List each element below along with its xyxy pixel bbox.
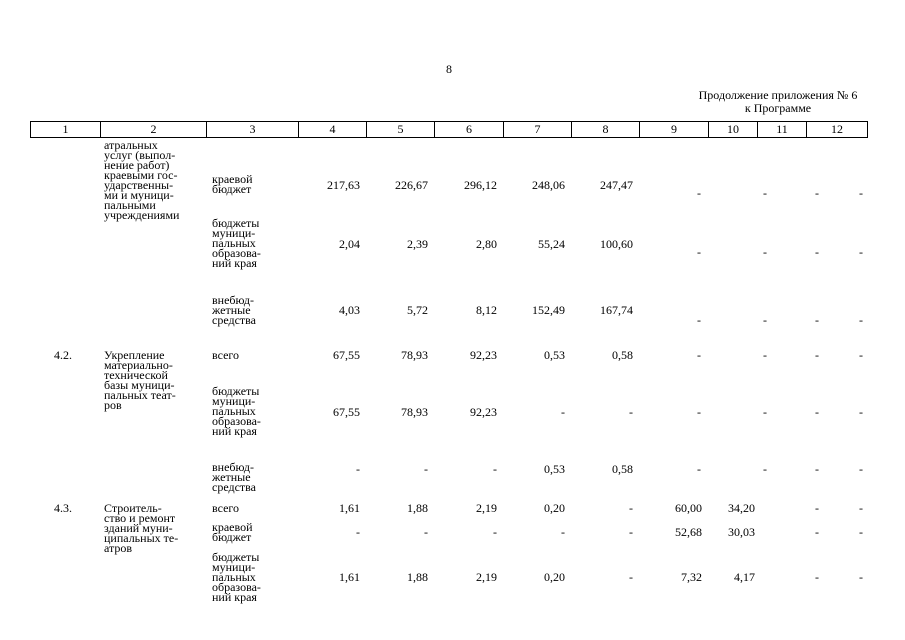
row42-fund-2-v5: - bbox=[424, 462, 428, 476]
row43-fund-1-c10: 30,03 bbox=[728, 525, 755, 539]
row0-fund-2-c11: - bbox=[815, 313, 819, 327]
row43-fund-0-c9: 60,00 bbox=[675, 501, 702, 515]
row0-fund-1-c11: - bbox=[815, 245, 819, 259]
row43-fund-1-c9: 52,68 bbox=[675, 525, 702, 539]
row42-fund-0-c9: - bbox=[697, 348, 701, 362]
header-col-8: 8 bbox=[571, 122, 639, 137]
row0-fund-0-v7: 248,06 bbox=[532, 178, 565, 192]
row43-fund-1-v5: - bbox=[424, 525, 428, 539]
row0-fund-1-c9: - bbox=[697, 245, 701, 259]
header-col-6: 6 bbox=[434, 122, 503, 137]
row43-fund-1-c12: - bbox=[859, 525, 863, 539]
row42-fund-0-v4: 67,55 bbox=[333, 348, 360, 362]
row43-fund-0-v7: 0,20 bbox=[544, 501, 565, 515]
row43-fund-1-v6: - bbox=[493, 525, 497, 539]
row42-fund-0-label: всего bbox=[212, 348, 240, 362]
row0-fund-1-label: бюджеты муници- пальных образова- ний края bbox=[212, 216, 261, 270]
row43-fund-1-label: краевой бюджет bbox=[212, 520, 253, 544]
header-col-3: 3 bbox=[206, 122, 298, 137]
row42-fund-2-c10: - bbox=[763, 462, 767, 476]
row43-name: Строитель- ство и ремонт зданий муни- ципальных те- атров bbox=[104, 501, 179, 555]
row0-fund-0-label: краевой бюджет bbox=[212, 172, 253, 196]
row43-fund-2-v8: - bbox=[629, 570, 633, 584]
row42-fund-1-v4: 67,55 bbox=[333, 405, 360, 419]
row42-fund-2-v7: 0,53 bbox=[544, 462, 565, 476]
row0-fund-2-v4: 4,03 bbox=[339, 303, 360, 317]
header-col-12: 12 bbox=[806, 122, 867, 137]
row42-fund-1-label: бюджеты муници- пальных образова- ний края bbox=[212, 384, 261, 438]
row0-fund-0-c12: - bbox=[859, 186, 863, 200]
row43-fund-2-c11: - bbox=[815, 570, 819, 584]
row42-fund-1-c12: - bbox=[859, 405, 863, 419]
row42-fund-2-v8: 0,58 bbox=[612, 462, 633, 476]
row0-fund-2-v6: 8,12 bbox=[476, 303, 497, 317]
appendix-line-2: к Программе bbox=[744, 101, 812, 115]
row43-fund-0-v8: - bbox=[629, 501, 633, 515]
row42-fund-0-c10: - bbox=[763, 348, 767, 362]
row42-fund-2-v4: - bbox=[356, 462, 360, 476]
header-col-2: 2 bbox=[100, 122, 206, 137]
row43-fund-0-c12: - bbox=[859, 501, 863, 515]
row0-fund-2-v8: 167,74 bbox=[600, 303, 633, 317]
row43-fund-2-c12: - bbox=[859, 570, 863, 584]
row42-fund-2-c11: - bbox=[815, 462, 819, 476]
row42-fund-0-v5: 78,93 bbox=[401, 348, 428, 362]
row0-fund-1-c12: - bbox=[859, 245, 863, 259]
row43-fund-1-v7: - bbox=[561, 525, 565, 539]
row43-fund-2-c9: 7,32 bbox=[681, 570, 702, 584]
row0-fund-0-v4: 217,63 bbox=[327, 178, 360, 192]
row0-fund-1-v7: 55,24 bbox=[538, 237, 565, 251]
row42-name: Укрепление материально- технической базы муници- пальных теат- ров bbox=[104, 348, 176, 412]
row0-fund-2-label: внебюд- жетные средства bbox=[212, 293, 257, 327]
header-col-11: 11 bbox=[757, 122, 806, 137]
row42-fund-1-c10: - bbox=[763, 405, 767, 419]
row42-fund-2-label: внебюд- жетные средства bbox=[212, 460, 257, 494]
appendix-note bbox=[690, 89, 866, 115]
row0-fund-1-v8: 100,60 bbox=[600, 237, 633, 251]
row43-fund-2-v7: 0,20 bbox=[544, 570, 565, 584]
row42-fund-2-c12: - bbox=[859, 462, 863, 476]
row0-fund-2-v5: 5,72 bbox=[407, 303, 428, 317]
row0-fund-0-v8: 247,47 bbox=[600, 178, 633, 192]
row43-fund-1-v4: - bbox=[356, 525, 360, 539]
row0-name: атральных услуг (выпол- нение работ) краевыми гос- ударственны- ми и муници- пальными учреждениями bbox=[104, 138, 180, 222]
row42-fund-1-v5: 78,93 bbox=[401, 405, 428, 419]
table-header bbox=[30, 121, 868, 138]
row42-fund-1-v6: 92,23 bbox=[470, 405, 497, 419]
row43-fund-1-v8: - bbox=[629, 525, 633, 539]
row0-fund-0-v5: 226,67 bbox=[395, 178, 428, 192]
row42-fund-0-c12: - bbox=[859, 348, 863, 362]
row42-fund-0-c11: - bbox=[815, 348, 819, 362]
row0-fund-1-v4: 2,04 bbox=[339, 237, 360, 251]
header-col-5: 5 bbox=[366, 122, 434, 137]
row42-number: 4.2. bbox=[54, 348, 72, 362]
header-col-10: 10 bbox=[708, 122, 757, 137]
row43-fund-2-v6: 2,19 bbox=[476, 570, 497, 584]
row0-fund-1-v5: 2,39 bbox=[407, 237, 428, 251]
row43-fund-0-v5: 1,88 bbox=[407, 501, 428, 515]
row0-fund-2-c10: - bbox=[763, 313, 767, 327]
header-col-9: 9 bbox=[639, 122, 708, 137]
row0-fund-0-c11: - bbox=[815, 186, 819, 200]
row43-fund-0-label: всего bbox=[212, 501, 240, 515]
row43-fund-0-v4: 1,61 bbox=[339, 501, 360, 515]
row43-fund-0-c10: 34,20 bbox=[728, 501, 755, 515]
row42-fund-0-v7: 0,53 bbox=[544, 348, 565, 362]
header-col-4: 4 bbox=[298, 122, 366, 137]
row0-fund-2-c9: - bbox=[697, 313, 701, 327]
row42-fund-1-v8: - bbox=[629, 405, 633, 419]
row43-fund-2-c10: 4,17 bbox=[734, 570, 755, 584]
row43-fund-2-v5: 1,88 bbox=[407, 570, 428, 584]
row42-fund-1-v7: - bbox=[561, 405, 565, 419]
row0-fund-0-c10: - bbox=[763, 186, 767, 200]
row42-fund-0-v8: 0,58 bbox=[612, 348, 633, 362]
row43-fund-2-label: бюджеты муници- пальных образова- ний края bbox=[212, 550, 261, 604]
page-number: 8 bbox=[446, 62, 452, 76]
row0-fund-2-v7: 152,49 bbox=[532, 303, 565, 317]
appendix-line-1: Продолжение приложения № 6 bbox=[698, 88, 858, 102]
row42-fund-1-c9: - bbox=[697, 405, 701, 419]
row42-fund-1-c11: - bbox=[815, 405, 819, 419]
row0-fund-2-c12: - bbox=[859, 313, 863, 327]
row43-fund-0-v6: 2,19 bbox=[476, 501, 497, 515]
row0-fund-1-v6: 2,80 bbox=[476, 237, 497, 251]
row0-fund-1-c10: - bbox=[763, 245, 767, 259]
row0-fund-0-v6: 296,12 bbox=[464, 178, 497, 192]
row43-fund-2-v4: 1,61 bbox=[339, 570, 360, 584]
row43-fund-1-c11: - bbox=[815, 525, 819, 539]
row0-fund-0-c9: - bbox=[697, 186, 701, 200]
row43-number: 4.3. bbox=[54, 501, 72, 515]
row43-fund-0-c11: - bbox=[815, 501, 819, 515]
header-col-7: 7 bbox=[503, 122, 571, 137]
row42-fund-2-c9: - bbox=[697, 462, 701, 476]
header-col-1: 1 bbox=[62, 122, 69, 136]
row42-fund-0-v6: 92,23 bbox=[470, 348, 497, 362]
row42-fund-2-v6: - bbox=[493, 462, 497, 476]
